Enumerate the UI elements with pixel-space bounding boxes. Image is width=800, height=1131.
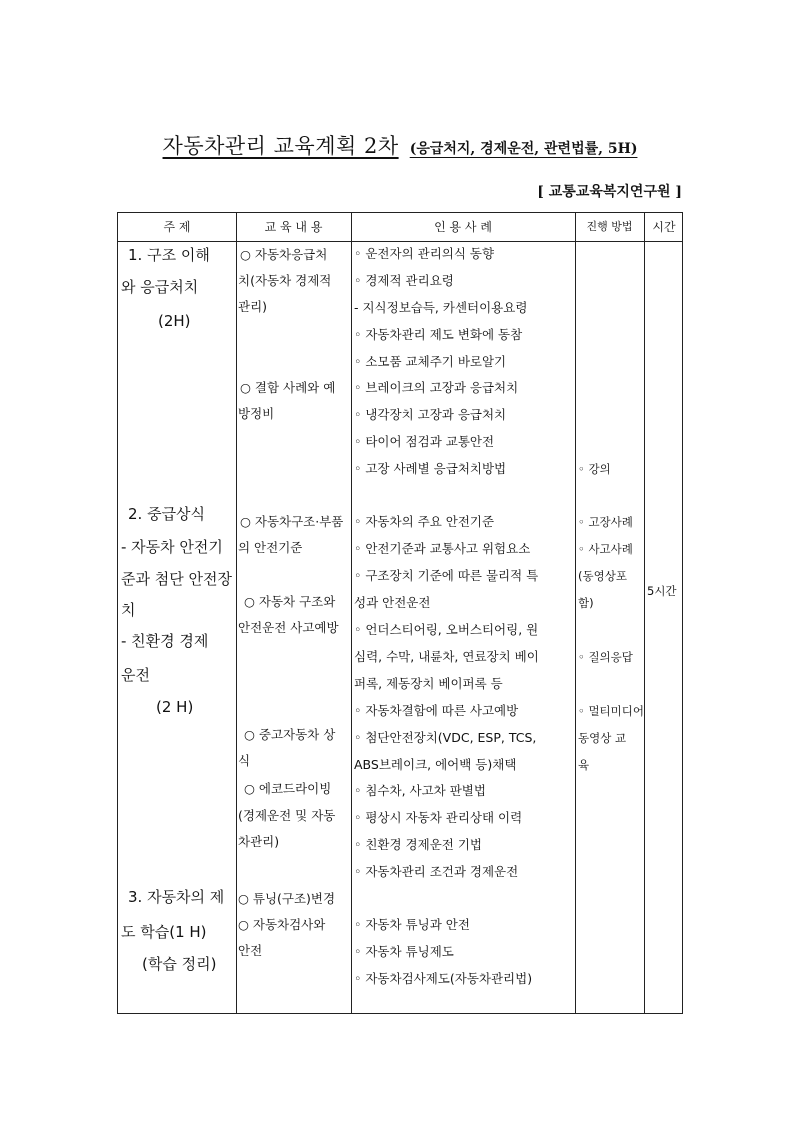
topic-line: 준과 첨단 안전장 (121, 570, 232, 588)
case-line: 심력, 수막, 내륜차, 연료장치 베이 (354, 649, 539, 664)
case-line: ◦ 브레이크의 고장과 응급처치 (354, 380, 519, 395)
method-line: 함) (578, 596, 594, 610)
case-line: ◦ 침수차, 사고차 판별법 (354, 783, 486, 798)
case-line: ◦ 자동차관리 제도 변화에 동참 (354, 327, 523, 342)
case-line: ◦ 자동차의 주요 안전기준 (354, 514, 495, 529)
content-line: ○ 자동차구조·부품 (240, 514, 344, 529)
case-line: ◦ 자동차검사제도(자동차관리법) (354, 971, 533, 986)
method-line: (동영상포 (578, 569, 627, 583)
content-line: ○ 자동차응급처 (240, 247, 328, 262)
column-divider (236, 213, 237, 1013)
case-line: ◦ 운전자의 관리의식 동향 (354, 246, 495, 261)
case-line: 성과 안전운전 (354, 595, 431, 610)
method-line: ◦ 멀티미디어 (578, 704, 644, 718)
content-line: 차관리) (238, 834, 280, 849)
method-line: ◦ 강의 (578, 462, 611, 476)
header-topic: 주 제 (163, 220, 191, 234)
case-line: ◦ 소모품 교체주기 바로알기 (354, 354, 507, 369)
method-line: 동영상 교 (578, 731, 627, 745)
content-line: 방정비 (238, 406, 275, 421)
topic-line: - 자동차 안전기 (121, 538, 223, 556)
content-line: ○ 튜닝(구조)변경 (238, 891, 336, 906)
case-line: ◦ 냉각장치 고장과 응급처치 (354, 407, 507, 422)
column-divider (351, 213, 352, 1013)
topic-line: 3. 자동차의 제 (128, 888, 225, 906)
header-time: 시간 (652, 220, 676, 234)
content-line: ○ 자동차 구조와 (244, 594, 336, 609)
content-line: ○ 자동차검사와 (238, 917, 326, 932)
topic-line: (2H) (158, 312, 191, 330)
case-line: ◦ 평상시 자동차 관리상태 이력 (354, 810, 523, 825)
content-line: 안전운전 사고예방 (238, 620, 339, 635)
title-subtitle: (응급처지, 경제운전, 관련법률, 5H) (409, 141, 638, 157)
case-line: ◦ 친환경 경제운전 기법 (354, 837, 482, 852)
content-line: 식 (238, 753, 251, 768)
method-line: ◦ 고장사례 (578, 515, 633, 529)
case-line: ABS브레이크, 에어백 등)채택 (354, 757, 517, 772)
organization-name: [ 교통교육복지연구원 ] (537, 184, 682, 200)
case-line: ◦ 자동차 튜닝과 안전 (354, 917, 470, 932)
content-line: ○ 에코드라이빙 (244, 781, 332, 796)
case-line: ◦ 자동차 튜닝제도 (354, 944, 454, 959)
header-content: 교 육 내 용 (264, 220, 323, 234)
method-line: ◦ 질의응답 (578, 650, 633, 664)
column-divider (644, 213, 645, 1013)
case-line: ◦ 자동차관리 조건과 경제운전 (354, 864, 519, 879)
topic-line: - 친환경 경제 (121, 632, 209, 650)
case-line: - 지식정보습득, 카센터이용요령 (354, 300, 528, 315)
topic-line: (2 H) (156, 698, 194, 716)
content-line: (경제운전 및 자동 (238, 808, 336, 823)
header-cases: 인 용 사 례 (434, 220, 492, 234)
content-line: ○ 중고자동차 상 (244, 727, 336, 742)
topic-line: 도 학습(1 H) (121, 923, 207, 941)
topic-line: (학습 정리) (142, 955, 217, 973)
topic-line: 와 응급처치 (121, 278, 199, 296)
method-line: 육 (578, 758, 590, 772)
content-line: 의 안전기준 (238, 540, 303, 555)
case-line: ◦ 타이어 점검과 교통안전 (354, 434, 495, 449)
education-plan-table (117, 212, 683, 1014)
case-line: ◦ 고장 사례별 응급처치방법 (354, 461, 507, 476)
case-line: 퍼록, 제동장치 베이퍼록 등 (354, 676, 503, 691)
header-method: 진행 방법 (586, 220, 633, 233)
case-line: ◦ 안전기준과 교통사고 위험요소 (354, 541, 531, 556)
topic-line: 1. 구조 이해 (128, 246, 210, 264)
topic-line: 운전 (121, 666, 150, 684)
case-line: ◦ 첨단안전장치(VDC, ESP, TCS, (354, 730, 537, 745)
topic-line: 2. 중급상식 (128, 505, 206, 523)
case-line: ◦ 경제적 관리요령 (354, 273, 454, 288)
time-value: 5시간 (647, 584, 677, 598)
topic-line: 치 (121, 601, 136, 619)
case-line: ◦ 구조장치 기준에 따른 물리적 특 (354, 568, 539, 583)
case-line: ◦ 언더스티어링, 오버스티어링, 원 (354, 622, 539, 637)
content-line: ○ 결함 사례와 예 (240, 380, 336, 395)
method-line: ◦ 사고사례 (578, 542, 633, 556)
content-line: 치(자동차 경제적 (238, 273, 332, 288)
column-divider (575, 213, 576, 1013)
case-line: ◦ 자동차결함에 따른 사고예방 (354, 703, 519, 718)
content-line: 관리) (238, 299, 268, 314)
document-title (0, 130, 800, 160)
content-line: 안전 (238, 943, 263, 958)
title-main: 자동차관리 교육계획 2차 (162, 134, 399, 158)
